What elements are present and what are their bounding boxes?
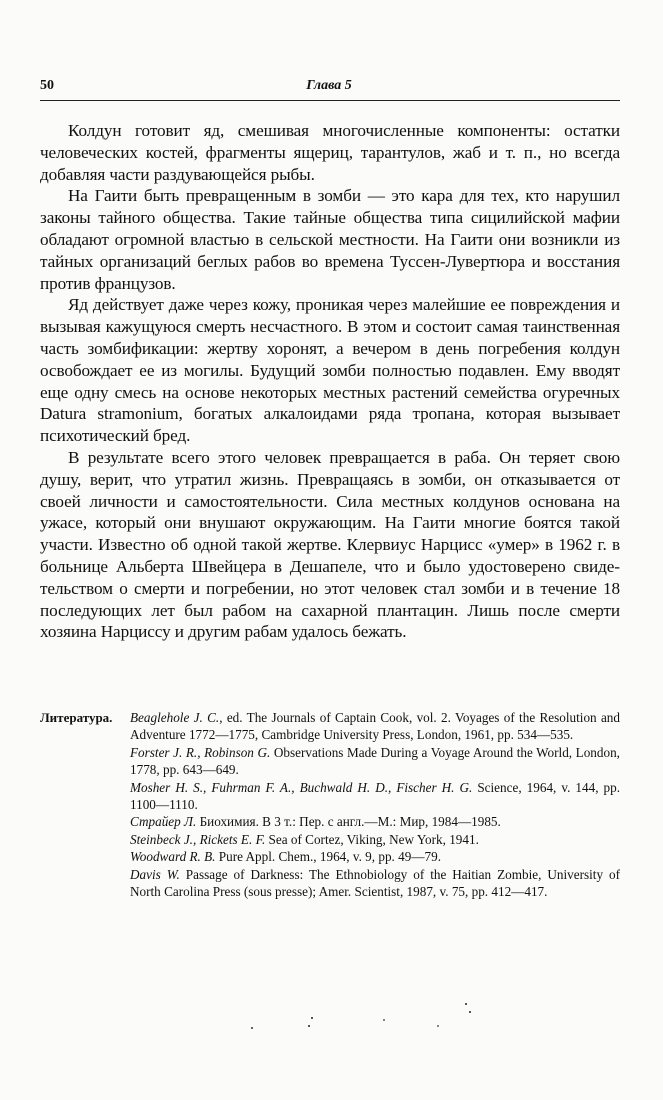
reference-authors: Forster J. R., Robinson G. xyxy=(130,744,271,760)
reference-text: Passage of Darkness: The Ethnobiology of the Haitian Zombie, University of North Carolina Press (sous presse); Amer. Scientist, 1987, v. 75, pp. 412—417. xyxy=(130,866,621,900)
paragraph: Колдун готовит яд, смешивая многочисленные компоненты: остатки человеческих костей, фрагменты ящериц, тарантулов, жаб и т. п., но всегда добавляя части раздувающейся рыбы. xyxy=(40,121,620,184)
dust-speck xyxy=(437,1025,439,1027)
paragraph: В результате всего этого человек превращается в раба. Он теряет свою душу, верит, что утратил жизнь. Превращаясь в зомби, он отказывается от своей личности и самостоятельности. Сила местных колдунов основана на ужасе, который они внушают окружающим. На Гаити многие боятся такой участи. Известно об одной такой жертве. Клервиус Нарцисс «умер» в 1962 г. в больнице Альберта Швейцера в Дешапеле, что и было удостоверено свидетельством о смерти и погребении, но этот человек стал зомби и в течение 18 последующих лет был рабом на сахарной плантацин. Лишь после смерти хозяина Нарциссу и другим рабам удалось бежать. xyxy=(40,447,620,642)
paragraph: На Гаити быть превращенным в зомби — это кара для тех, кто нарушил законы тайного общества. Такие тайные общества типа сицилийской мафии обладают огромной властью в сельской местности. На Гаити они возникли из тайных организаций беглых рабов во времена Туссен-Лувертюра и восстания против французов. xyxy=(40,186,620,293)
reference-authors: Steinbeck J., Rickets E. F. xyxy=(130,831,266,847)
reference-authors: Страйер Л. xyxy=(130,814,197,830)
page-number: 50 xyxy=(40,78,54,93)
dust-speck xyxy=(311,1017,313,1019)
reference-text: , ed. The Journals of Captain Cook, vol. 2. Voyages of the Resolution and Adventure 1772—1775, Cambridge University Press, London, 1961, pp. 534—535. xyxy=(130,710,620,743)
reference-authors: Mosher H. S., Fuhrman F. A., Buchwald H. D., Fischer H. G. xyxy=(130,779,473,795)
reference-text: Pure Appl. Chem., 1964, v. 9, pp. 49—79. xyxy=(215,849,442,865)
reference-text: Science, 1964, v. 144, pp. 1100—1110. xyxy=(130,779,620,813)
reference-authors: Davis W. xyxy=(130,866,180,882)
reference-text: Биохимия. В 3 т.: Пер. с англ.—М.: Мир, 1984—1985. xyxy=(196,814,501,830)
dust-speck xyxy=(465,1003,467,1005)
dust-speck xyxy=(469,1011,471,1013)
reference-authors: Beaglehole J. C. xyxy=(130,710,220,725)
dust-speck xyxy=(308,1025,310,1027)
reference-text: Observations Made During a Voyage Around the World, London, 1778, pp. 643—649. xyxy=(130,744,620,778)
references-label: Литература. xyxy=(40,710,113,725)
dust-speck xyxy=(383,1019,385,1021)
reference-authors: Woodward R. B. xyxy=(130,849,216,865)
paragraph-text: Яд действует даже через кожу, проникая через малейшие ее повреждения и вызывая кажущуюся смерть несчастного. В этом и состоит самая таинственная часть зомбификации: жертву хоронят, а вечером в день погребения колдун освобождает ее из могилы. Будущий зомби полностью подавлен. Ему вводят еще одну смесь на основе некоторых местных растений семейства огуречных Datura stramonium, богатых алкалоидами ряда тропана, которая вызывает психотический бред. xyxy=(40,295,620,446)
reference-text: Sea of Cortez, Viking, New York, 1941. xyxy=(265,831,479,847)
dust-speck xyxy=(251,1027,253,1029)
chapter-running-head: Глава 5 xyxy=(306,78,352,93)
